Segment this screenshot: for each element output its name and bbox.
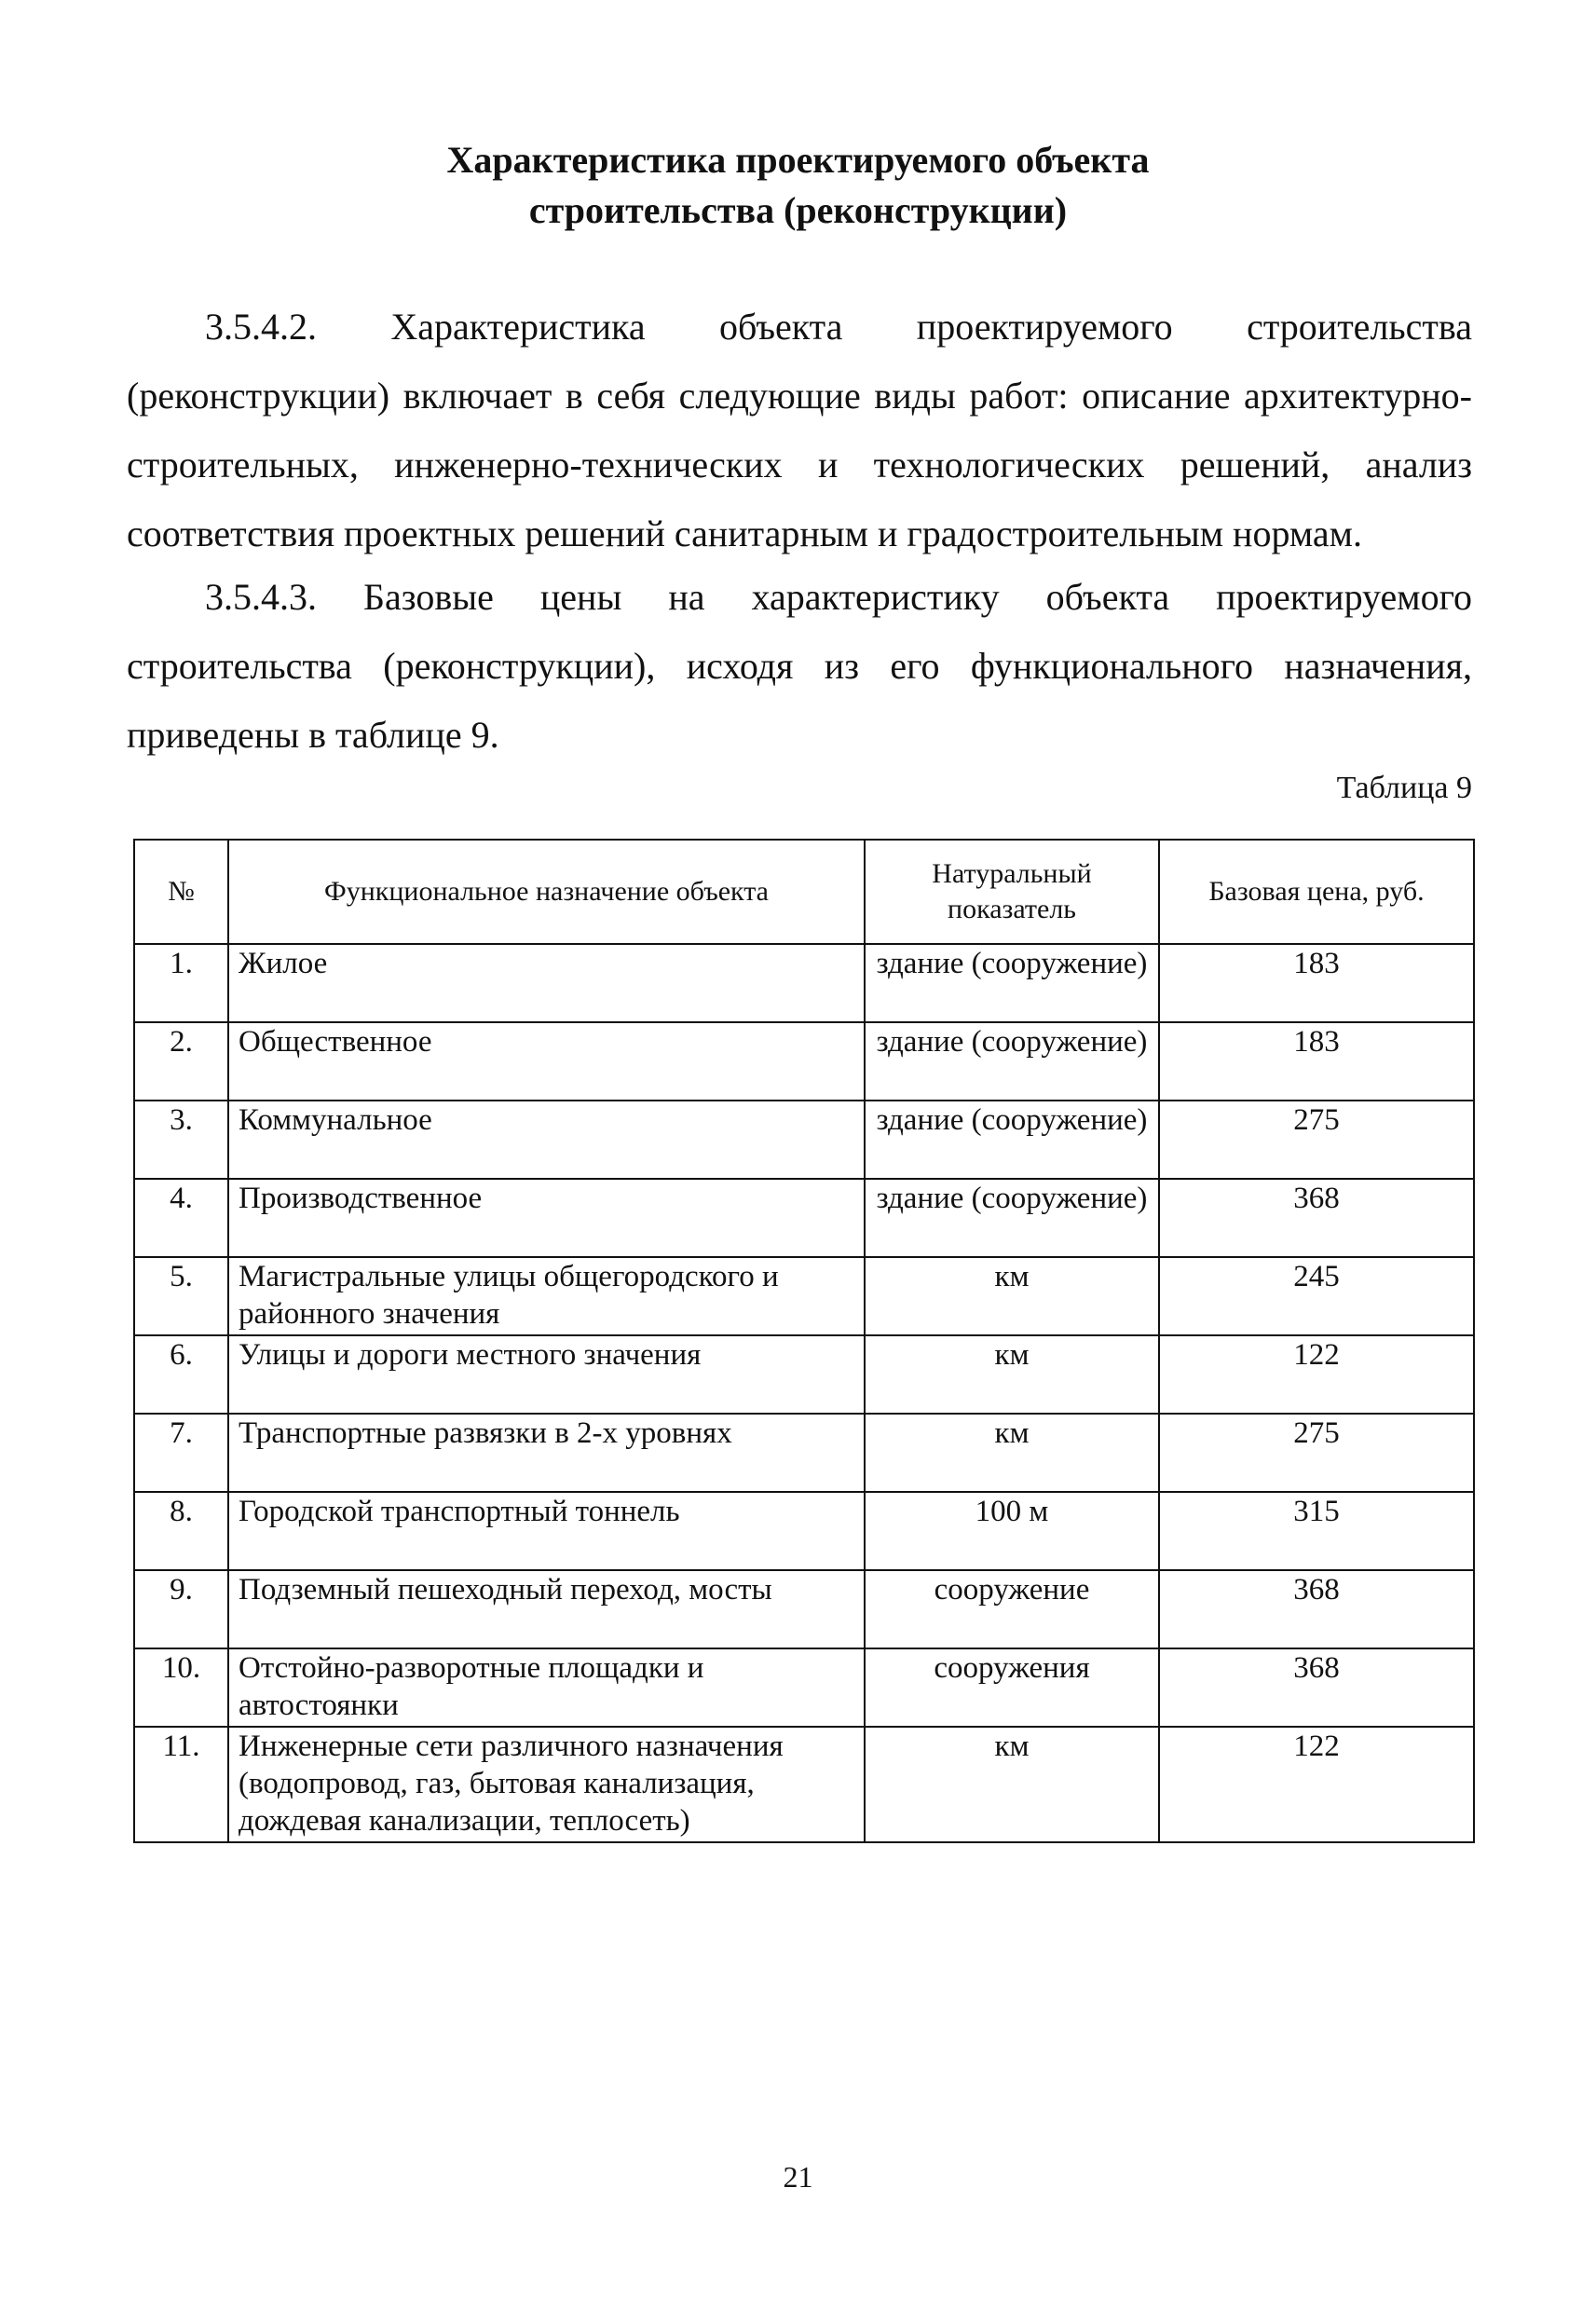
row-number: 2. xyxy=(134,1022,228,1101)
header-price: Базовая цена, руб. xyxy=(1159,840,1474,944)
row-price: 315 xyxy=(1159,1492,1474,1570)
table-row xyxy=(134,1570,1474,1648)
row-number: 10. xyxy=(134,1648,228,1727)
row-unit: км xyxy=(865,1257,1159,1335)
header-unit: Натуральный показатель xyxy=(865,840,1159,944)
row-number: 3. xyxy=(134,1101,228,1179)
page-number: 21 xyxy=(783,2160,813,2194)
row-unit: здание (сооружение) xyxy=(865,1101,1159,1179)
row-unit: здание (сооружение) xyxy=(865,1022,1159,1101)
row-unit: здание (сооружение) xyxy=(865,1179,1159,1257)
paragraph-3-5-4-2: 3.5.4.2. Характеристика объекта проектируемого строительства (реконструкции) включает в себя следующие виды работ: описание архитектурно-строительных, инженерно-технических и технологических решений, анализ соответствия проектных решений санитарным и градостроительным нормам. xyxy=(127,306,1472,554)
row-name: Производственное xyxy=(228,1179,865,1257)
document-title-line-2: строительства (реконструкции) xyxy=(528,189,1068,231)
table-row xyxy=(134,1022,1474,1101)
row-price: 122 xyxy=(1159,1335,1474,1414)
document-title-line-1: Характеристика проектируемого объекта xyxy=(446,139,1150,181)
table-row xyxy=(134,944,1474,1022)
row-unit: 100 м xyxy=(865,1492,1159,1570)
table-row xyxy=(134,1257,1474,1335)
table-row xyxy=(134,1101,1474,1179)
row-name: Подземный пешеходный переход, мосты xyxy=(228,1570,865,1648)
row-unit: сооружения xyxy=(865,1648,1159,1727)
row-name: Улицы и дороги местного значения xyxy=(228,1335,865,1414)
row-price: 275 xyxy=(1159,1414,1474,1492)
row-name: Отстойно-разворотные площадки и автостоянки xyxy=(228,1648,865,1727)
row-price: 122 xyxy=(1159,1727,1474,1842)
base-price-table xyxy=(133,839,1475,1843)
row-name: Инженерные сети различного назначения (водопровод, газ, бытовая канализация, дождевая канализации, теплосеть) xyxy=(228,1727,865,1842)
row-number: 9. xyxy=(134,1570,228,1648)
table-row xyxy=(134,1727,1474,1842)
row-price: 368 xyxy=(1159,1179,1474,1257)
table-row xyxy=(134,1335,1474,1414)
row-number: 7. xyxy=(134,1414,228,1492)
row-number: 4. xyxy=(134,1179,228,1257)
table-caption: Таблица 9 xyxy=(1336,771,1472,805)
table-row xyxy=(134,1179,1474,1257)
row-unit: здание (сооружение) xyxy=(865,944,1159,1022)
row-name: Общественное xyxy=(228,1022,865,1101)
table-header-row xyxy=(134,840,1474,944)
row-price: 183 xyxy=(1159,1022,1474,1101)
row-number: 1. xyxy=(134,944,228,1022)
paragraph-3-5-4-3: 3.5.4.3. Базовые цены на характеристику объекта проектируемого строительства (реконструкции), исходя из его функционального назначения, приведены в таблице 9. xyxy=(127,576,1472,756)
row-price: 368 xyxy=(1159,1648,1474,1727)
row-number: 6. xyxy=(134,1335,228,1414)
row-unit: км xyxy=(865,1727,1159,1842)
row-number: 5. xyxy=(134,1257,228,1335)
row-price: 183 xyxy=(1159,944,1474,1022)
header-number: № xyxy=(134,840,228,944)
row-unit: км xyxy=(865,1414,1159,1492)
header-function: Функциональное назначение объекта xyxy=(228,840,865,944)
row-price: 368 xyxy=(1159,1570,1474,1648)
row-unit: км xyxy=(865,1335,1159,1414)
table-row xyxy=(134,1414,1474,1492)
table-row xyxy=(134,1648,1474,1727)
row-name: Магистральные улицы общегородского и районного значения xyxy=(228,1257,865,1335)
table-row xyxy=(134,1492,1474,1570)
row-name: Транспортные развязки в 2-х уровнях xyxy=(228,1414,865,1492)
row-number: 11. xyxy=(134,1727,228,1842)
row-unit: сооружение xyxy=(865,1570,1159,1648)
row-price: 275 xyxy=(1159,1101,1474,1179)
row-name: Коммунальное xyxy=(228,1101,865,1179)
row-name: Городской транспортный тоннель xyxy=(228,1492,865,1570)
row-price: 245 xyxy=(1159,1257,1474,1335)
row-number: 8. xyxy=(134,1492,228,1570)
row-name: Жилое xyxy=(228,944,865,1022)
